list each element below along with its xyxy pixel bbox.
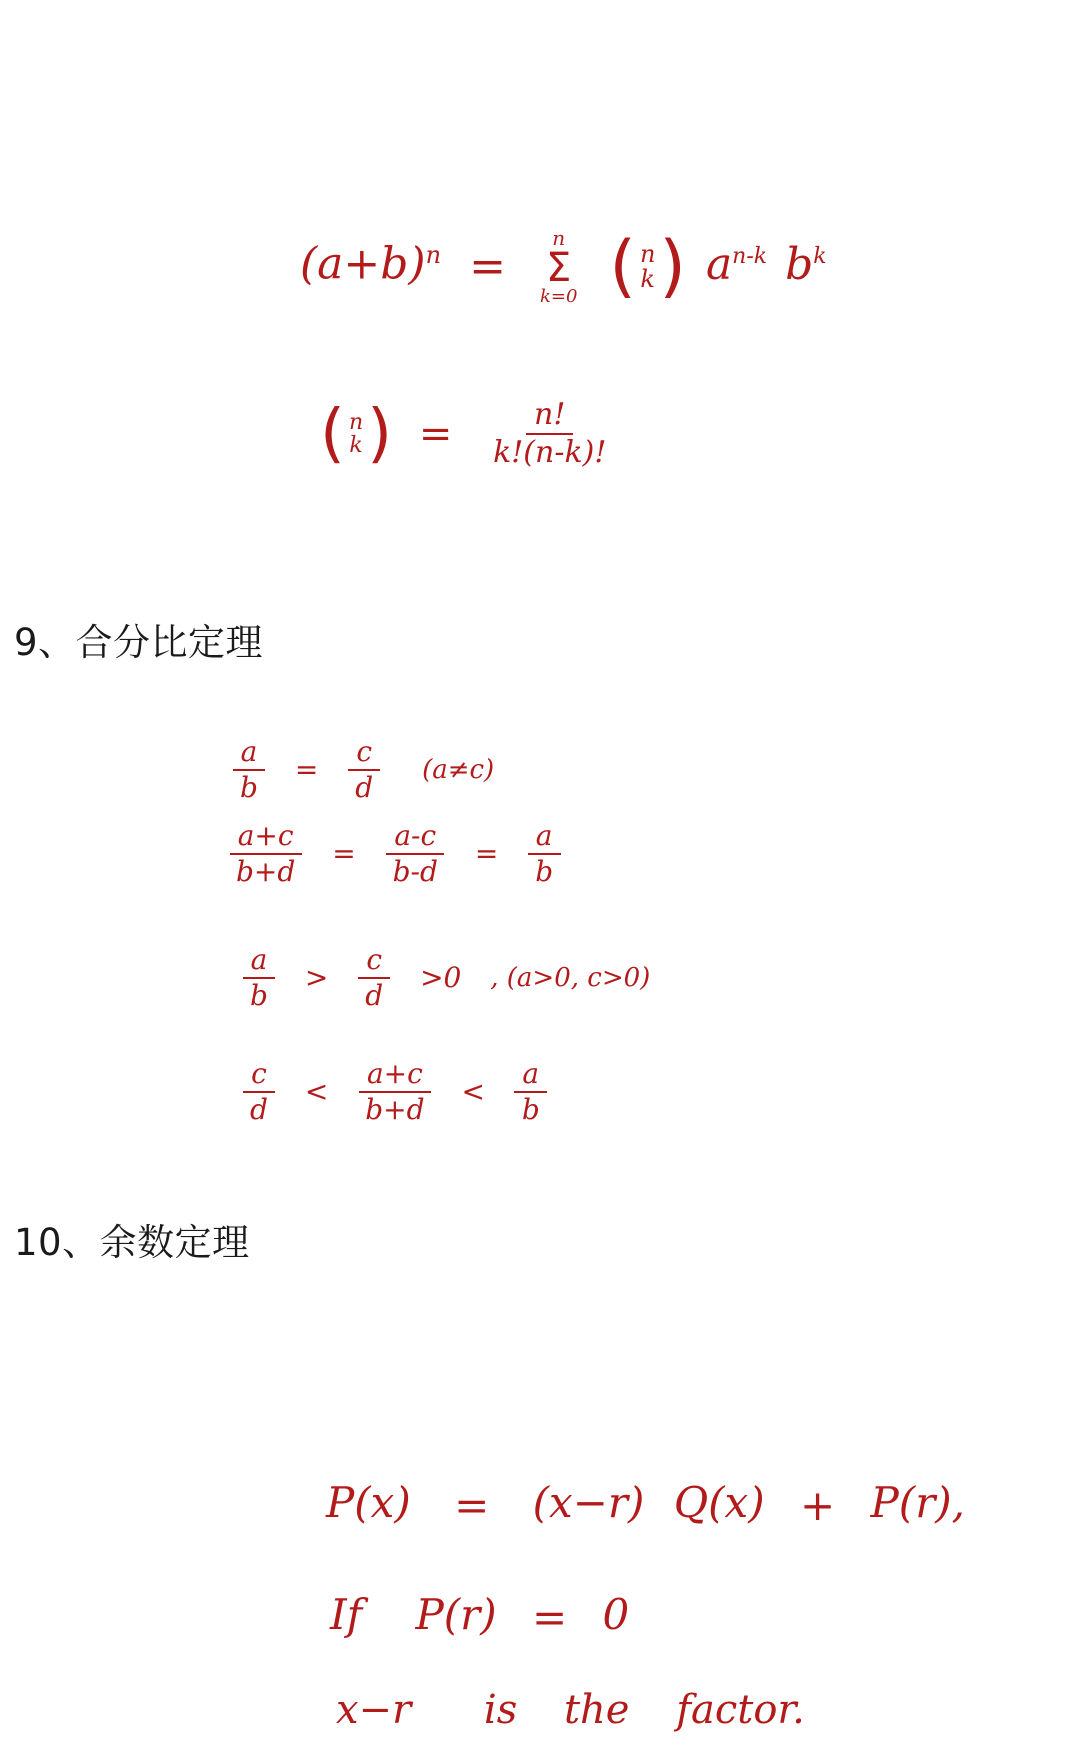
factorial-denominator: k!(n-k)! <box>493 435 607 470</box>
s9-r1-f1-num: a <box>233 738 266 771</box>
s9-r2-f3-num: a <box>528 822 561 855</box>
s9-r3-condition: , (a>0, c>0) <box>490 963 651 993</box>
summation <box>540 228 577 306</box>
s9-r2-frac1 <box>228 819 303 888</box>
binom-bottom: k <box>640 265 655 293</box>
s10-if: If <box>330 1590 363 1639</box>
term-b-exponent: k <box>813 243 827 269</box>
s9-r4-frac1 <box>242 1057 276 1126</box>
s10-pr: P(r) <box>415 1590 497 1639</box>
binomial-equals: = <box>469 241 506 292</box>
s10-word-the: the <box>563 1687 630 1733</box>
factorial-numerator: n! <box>526 400 573 435</box>
s9-r4-f3-den: b <box>521 1093 540 1126</box>
s9-r1-f1-den: b <box>240 771 258 804</box>
s9-r2-eq2: = <box>474 837 499 870</box>
s9-r2-eq1: = <box>332 837 356 870</box>
s9-row3 <box>236 943 651 1012</box>
term-a: a <box>705 238 733 290</box>
binom-top: n <box>639 239 656 268</box>
s9-row4 <box>236 1057 554 1126</box>
s9-r2-f2-den: b-d <box>392 855 438 888</box>
s9-r2-frac2 <box>385 819 446 888</box>
s9-r4-frac3 <box>514 1057 548 1126</box>
summation-upper: n <box>552 226 566 250</box>
s9-r3-gt: > <box>304 961 329 994</box>
s9-r2-frac3 <box>527 819 561 888</box>
summation-sigma: Σ <box>546 245 572 291</box>
s9-r2-f1-num: a+c <box>230 822 302 855</box>
s9-r1-condition: (a≠c) <box>422 755 495 785</box>
summation-lower: k=0 <box>539 286 578 307</box>
s9-r4-frac2 <box>357 1057 432 1126</box>
s10-line1 <box>326 1478 966 1530</box>
s10-factor: (x−r) <box>532 1478 645 1527</box>
s9-r1-frac2 <box>347 735 381 804</box>
s10-word-is: is <box>483 1687 518 1733</box>
binom2-bottom: k <box>349 433 363 458</box>
s9-r4-lt1: < <box>304 1075 329 1108</box>
s10-word-x-r: x−r <box>336 1687 412 1733</box>
binomial-lhs: (a+b) <box>300 238 426 290</box>
binomial-coefficient: ( n k ) <box>609 227 686 306</box>
s10-word-factor: factor. <box>676 1687 805 1733</box>
s9-r2-f3-den: b <box>535 855 554 888</box>
s10-line3 <box>336 1687 805 1733</box>
binomial-coefficient-2: ( n k ) <box>320 397 393 471</box>
s9-r4-f3-num: a <box>514 1060 547 1093</box>
s10-line2 <box>330 1590 630 1642</box>
binomial-coefficient-definition <box>320 397 620 471</box>
term-b: b <box>785 238 814 290</box>
s10-lhs: P(x) <box>326 1478 411 1527</box>
s10-quotient: Q(x) <box>673 1478 765 1527</box>
binom2-top: n <box>348 409 364 435</box>
s9-r3-f2-num: c <box>358 946 390 979</box>
s9-r1-f2-num: c <box>348 738 380 771</box>
s9-r4-f2-num: a+c <box>359 1060 431 1093</box>
s9-r4-f2-den: b+d <box>365 1093 425 1126</box>
s9-r4-f1-den: d <box>250 1093 268 1126</box>
s9-r2-f2-num: a-c <box>386 822 444 855</box>
s9-row2 <box>222 819 567 888</box>
s10-eq2: = <box>531 1593 568 1642</box>
term-a-exponent: n-k <box>732 243 768 269</box>
s9-r3-frac1 <box>242 943 276 1012</box>
s10-eq: = <box>454 1481 490 1530</box>
factorial-fraction <box>485 397 614 470</box>
binomial-lhs-exponent: n <box>425 240 442 269</box>
s9-r1-f2-den: d <box>355 771 374 804</box>
section-9-heading: 9、合分比定理 <box>14 621 264 664</box>
s9-r3-f1-den: b <box>250 979 268 1012</box>
s9-r2-f1-den: b+d <box>236 855 296 888</box>
s9-r4-lt2: < <box>461 1075 485 1108</box>
s9-row1 <box>226 735 495 804</box>
s10-plus: + <box>799 1481 836 1530</box>
s9-r3-f1-num: a <box>243 946 276 979</box>
s10-remainder: P(r), <box>870 1478 966 1527</box>
s9-r1-frac1 <box>232 735 266 804</box>
s9-r3-tail: >0 <box>420 961 462 994</box>
s9-r3-f2-den: d <box>365 979 384 1012</box>
s9-r4-f1-num: c <box>243 1060 275 1093</box>
binomial-formula <box>300 228 827 306</box>
section-10-heading: 10、余数定理 <box>14 1221 250 1264</box>
s10-zero: 0 <box>602 1590 630 1639</box>
s9-r1-eq: = <box>294 753 319 786</box>
s9-r3-frac2 <box>357 943 391 1012</box>
definition-equals: = <box>418 411 453 457</box>
